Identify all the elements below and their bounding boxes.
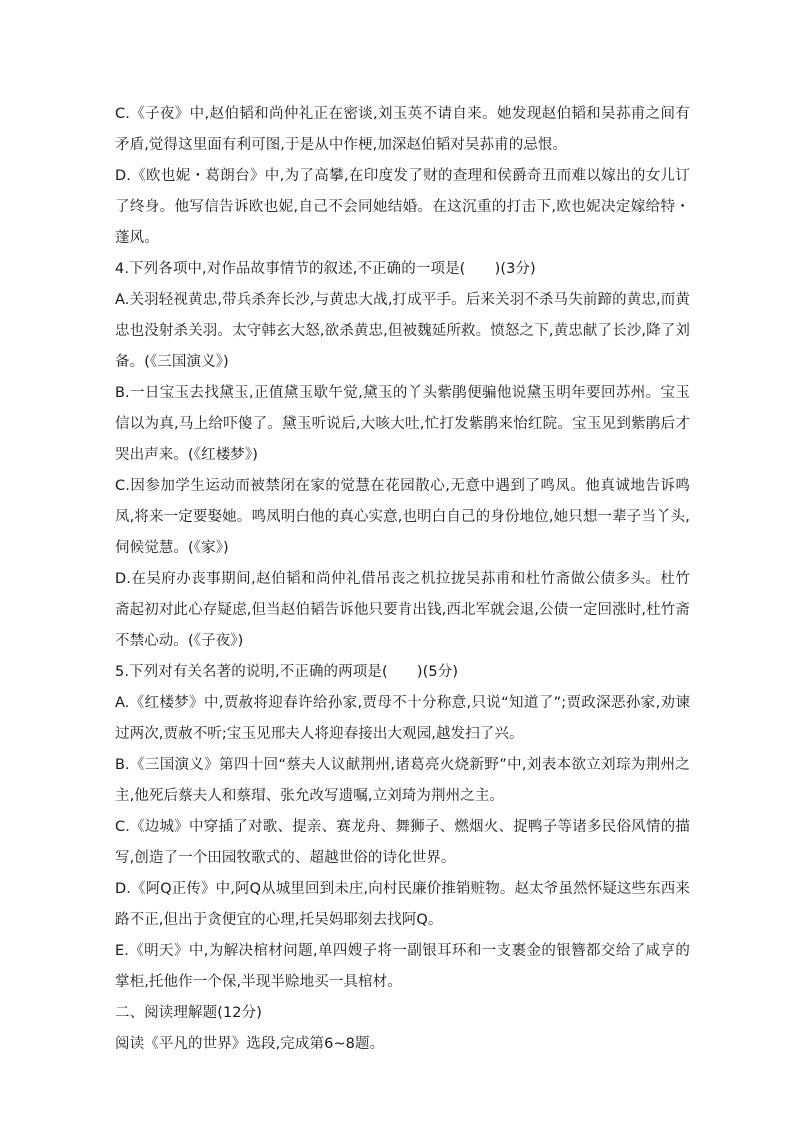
question-5-stem: 5.下列对有关名著的说明,不正确的两项是( )(5分) xyxy=(115,664,459,680)
question-5-option-d: D.《阿Q正传》中,阿Q从城里回到未庄,向村民廉价推销赃物。赵太爷虽然怀疑这些东西来路不正,但出于贪便宜的心理,托吴妈耶刻去找阿Q。 xyxy=(115,881,690,928)
question-4-option-a: A.关羽轻视黄忠,带兵杀奔长沙,与黄忠大战,打成平手。后来关羽不杀马失前蹄的黄忠,而黄忠也没射杀关羽。太守韩玄大怒,欲杀黄忠,但被魏延所救。愤怒之下,黄忠献了长沙,降了刘备。(《三国演义》) xyxy=(115,292,690,370)
document-body xyxy=(115,99,690,1060)
question-5-option-c: C.《边城》中穿插了对歌、提亲、赛龙舟、舞狮子、燃烟火、捉鸭子等诸多民俗风情的描写,创造了一个田园牧歌式的、超越世俗的诗化世界。 xyxy=(115,819,690,866)
option-d-eugenie-grandet: D.《欧也妮・葛朗台》中,为了高攀,在印度发了财的查理和侯爵奇丑而难以嫁出的女儿订了终身。他写信告诉欧也妮,自己不会同她结婚。在这沉重的打击下,欧也妮决定嫁给特・蓬风。 xyxy=(115,168,690,246)
question-5-option-e: E.《明天》中,为解决棺材问题,单四嫂子将一副银耳环和一支裹金的银簪都交给了咸亨的掌柜,托他作一个保,半现半赊地买一具棺材。 xyxy=(115,943,690,990)
question-5-option-a: A.《红楼梦》中,贾赦将迎春许给孙家,贾母不十分称意,只说“知道了”;贾政深恶孙家,劝谏过两次,贾赦不听;宝玉见邢夫人将迎春接出大观园,越发扫了兴。 xyxy=(115,695,690,742)
question-4-option-c: C.因参加学生运动而被禁闭在家的觉慧在花园散心,无意中遇到了鸣凤。他真诚地告诉鸣凤,将来一定要娶她。鸣凤明白他的真心实意,也明白自己的身份地位,她只想一辈子当丫头,伺候觉慧。(《家》) xyxy=(115,478,690,556)
reading-instruction: 阅读《平凡的世界》选段,完成第6~8题。 xyxy=(115,1036,385,1052)
section-2-heading: 二、阅读理解题(12分) xyxy=(115,1005,262,1021)
question-4-option-d: D.在吴府办丧事期间,赵伯韬和尚仲礼借吊丧之机拉拢吴荪甫和杜竹斋做公债多头。杜竹斋起初对此心存疑虑,但当赵伯韬告诉他只要肯出钱,西北军就会退,公债一定回涨时,杜竹斋不禁心动。(《子夜》) xyxy=(115,571,690,649)
option-c-ziye: C.《子夜》中,赵伯韬和尚仲礼正在密谈,刘玉英不请自来。她发现赵伯韬和吴荪甫之间有矛盾,觉得这里面有利可图,于是从中作梗,加深赵伯韬对吴荪甫的忌恨。 xyxy=(115,106,690,153)
question-4-option-b: B.一日宝玉去找黛玉,正值黛玉歇午觉,黛玉的丫头紫鹃便骗他说黛玉明年要回苏州。宝玉信以为真,马上给吓傻了。黛玉听说后,大咳大吐,忙打发紫鹃来怡红院。宝玉见到紫鹃后才哭出声来。(《红楼梦》) xyxy=(115,385,690,463)
question-4-stem: 4.下列各项中,对作品故事情节的叙述,不正确的一项是( )(3分) xyxy=(115,261,536,277)
question-5-option-b: B.《三国演义》第四十回“蔡夫人议献荆州,诸葛亮火烧新野”中,刘表本欲立刘琮为荆州之主,他死后蔡夫人和蔡瑁、张允改写遗嘱,立刘琦为荆州之主。 xyxy=(115,757,690,804)
